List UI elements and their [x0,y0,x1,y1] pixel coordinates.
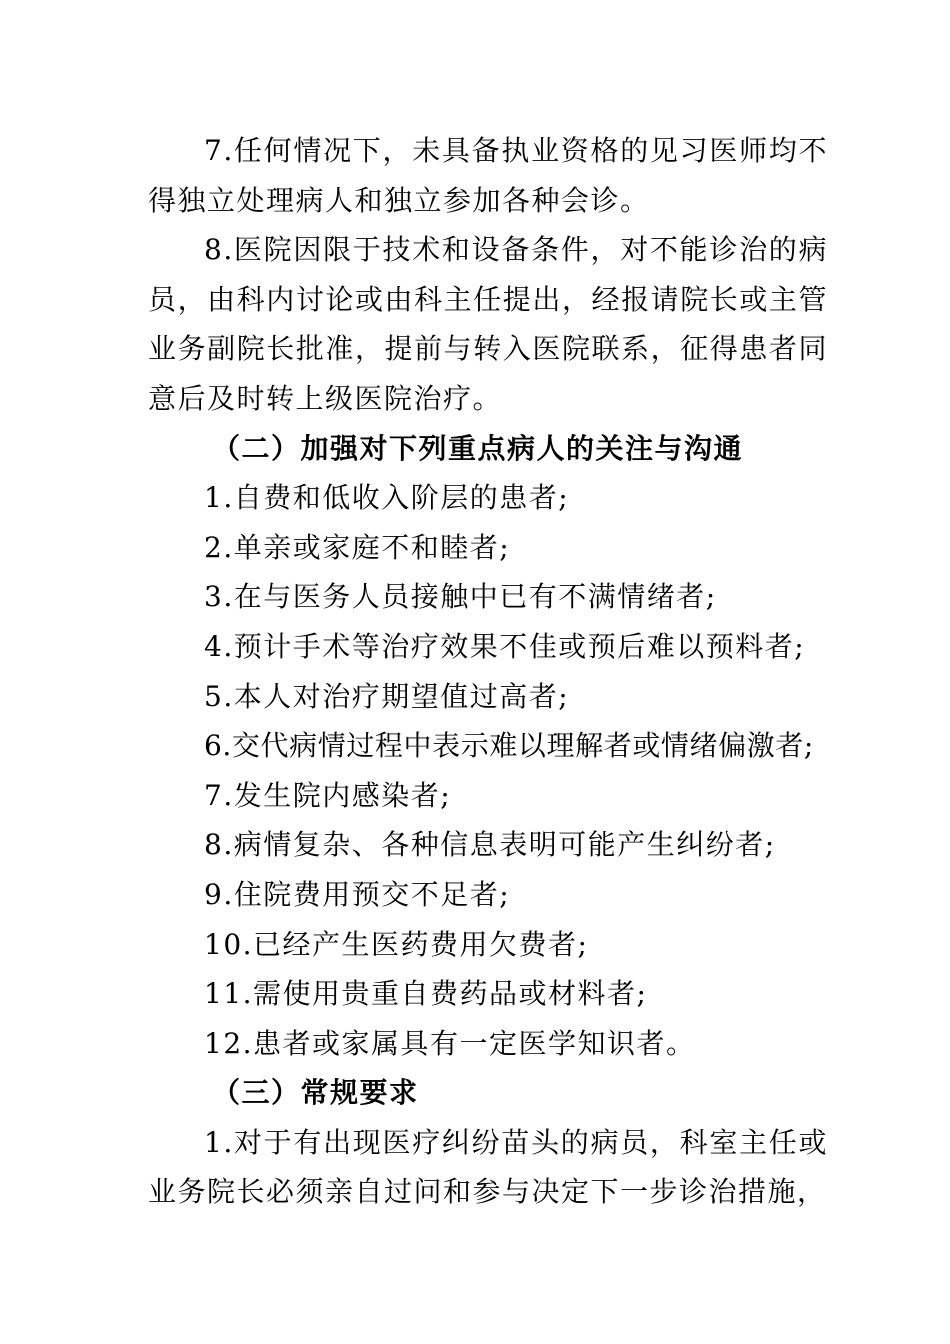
section-heading-3: （三）常规要求 [212,1076,419,1110]
list-item: 1.自费和低收入阶层的患者; [204,481,570,515]
list-item: 11.需使用贵重自费药品或材料者; [204,977,648,1011]
list-item: 7.发生院内感染者; [204,778,452,812]
list-item: 10.已经产生医药费用欠费者; [204,927,589,961]
list-item: 4.预计手术等治疗效果不佳或预后难以预料者; [204,629,806,663]
list-item: 12.患者或家属具有一定医学知识者。 [204,1026,696,1060]
list-item: 8.病情复杂、各种信息表明可能产生纠纷者; [204,828,776,862]
list-item: 9.住院费用预交不足者; [204,877,511,911]
paragraph-item-8: 8.医院因限于技术和设备条件，对不能诊治的病员，由科内讨论或由科主任提出，经报请院长或主管业务副院长批准，提前与转入医院联系，征得患者同意后及时转上级医院治疗。 [148,233,828,415]
list-item: 5.本人对治疗期望值过高者; [204,679,570,713]
document-page [148,126,828,1217]
list-item: 3.在与医务人员接触中已有不满情绪者; [204,580,717,614]
paragraph-requirement-1: 1.对于有出现医疗纠纷苗头的病员，科室主任或业务院长必须亲自过问和参与决定下一步诊治措施， [148,1125,828,1209]
paragraph-item-7: 7.任何情况下，未具备执业资格的见习医师均不得独立处理病人和独立参加各种会诊。 [148,134,828,217]
list-item: 6.交代病情过程中表示难以理解者或情绪偏激者; [204,729,814,763]
section-heading-2: （二）加强对下列重点病人的关注与沟通 [212,431,744,465]
list-item: 2.单亲或家庭不和睦者; [204,530,511,564]
